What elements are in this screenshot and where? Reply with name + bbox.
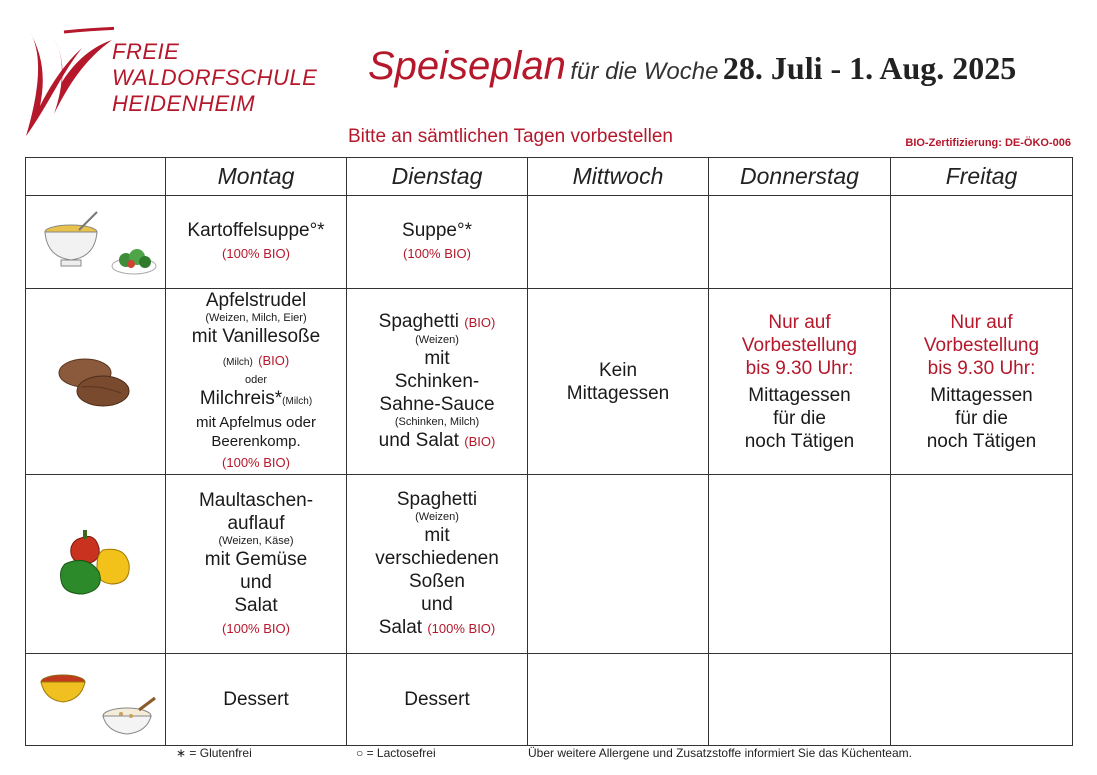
menu-table [25, 157, 1073, 746]
table-row-main-1 [26, 289, 1073, 475]
header-empty-cell [26, 158, 166, 196]
logo-line-2: WALDORFSCHULE [112, 65, 318, 90]
logo-line-1: FREIE [112, 39, 180, 64]
cell-mittwoch-main-1 [528, 289, 709, 475]
bio-label: (100% BIO) [222, 455, 290, 470]
cell-donnerstag-main-2 [709, 475, 891, 654]
dish-line: noch Tätigen [926, 430, 1037, 452]
table-row-dessert [26, 654, 1073, 746]
allergen-note: (Weizen, Milch, Eier) [205, 312, 307, 324]
dessert-bowls-icon [26, 654, 166, 746]
preorder-line: Vorbestellung [923, 334, 1040, 356]
dish-line: Milchreis* [199, 388, 283, 409]
dish-line: Spaghetti [378, 311, 459, 332]
header-day-donnerstag: Donnerstag [709, 158, 891, 196]
bio-label: (BIO) [258, 353, 290, 368]
cell-freitag-main-2 [891, 475, 1073, 654]
bio-certification: BIO-Zertifizierung: DE-ÖKO-006 [905, 137, 1071, 149]
bio-label: (100% BIO) [222, 620, 290, 636]
bio-label: (100% BIO) [403, 246, 471, 261]
cell-mittwoch-main-2 [528, 475, 709, 654]
cell-freitag-dessert [891, 654, 1073, 746]
allergen-note: (Milch) [222, 357, 253, 368]
cell-mittwoch-dessert [528, 654, 709, 746]
dish-line: mit Gemüse [204, 548, 308, 570]
allergen-note: (Milch) [282, 396, 313, 407]
bio-label: (100% BIO) [222, 246, 290, 261]
dish-line: und Salat [378, 430, 459, 451]
bio-label: (BIO) [464, 434, 496, 449]
dish-line: Salat [378, 617, 423, 638]
dish-line: für die [955, 407, 1008, 429]
header-day-montag: Montag [166, 158, 347, 196]
allergen-info-note: Über weitere Allergene und Zusatzstoffe informiert Sie das Küchenteam. [528, 746, 912, 760]
dish-line: und [421, 594, 453, 615]
allergen-note: (Weizen) [415, 511, 459, 523]
dish-line: und [240, 571, 272, 593]
dish-line: Beerenkomp. [211, 433, 301, 450]
preorder-line: Vorbestellung [741, 334, 858, 356]
dish-line: verschiedenen [375, 548, 499, 569]
logo-line-3: HEIDENHEIM [112, 91, 256, 116]
or-label: oder [244, 374, 268, 386]
dish-line: Maultaschen- [198, 489, 314, 511]
table-row-main-2 [26, 475, 1073, 654]
cell-montag-main-1 [166, 289, 347, 475]
cell-donnerstag-soup [709, 196, 891, 289]
dish-line: auflauf [227, 512, 285, 534]
cell-mittwoch-soup [528, 196, 709, 289]
no-lunch-line: Mittagessen [566, 382, 670, 404]
dish-name: Kartoffelsuppe°* [187, 220, 325, 241]
cell-montag-main-2 [166, 475, 347, 654]
header-day-dienstag: Dienstag [347, 158, 528, 196]
bio-label: (BIO) [464, 315, 496, 330]
dish-name: Suppe°* [402, 220, 472, 241]
title-main: Speiseplan [368, 44, 566, 88]
cell-dienstag-dessert: Dessert [347, 654, 528, 746]
preorder-line: bis 9.30 Uhr: [927, 357, 1036, 379]
dish-line: Schinken- [394, 371, 480, 392]
table-row-soup [26, 196, 1073, 289]
dish-line: Mittagessen [748, 384, 851, 406]
cell-freitag-soup [891, 196, 1073, 289]
dish-line: mit [424, 348, 450, 369]
preorder-line: Nur auf [950, 311, 1013, 333]
table-header-row [26, 158, 1073, 196]
cell-dienstag-main-2 [347, 475, 528, 654]
dish-line: mit [424, 525, 450, 546]
cell-dienstag-main-1 [347, 289, 528, 475]
dish-line: Soßen [409, 571, 465, 592]
cell-montag-soup [166, 196, 347, 289]
cell-donnerstag-main-1 [709, 289, 891, 475]
cell-montag-dessert: Dessert [166, 654, 347, 746]
page-title [368, 44, 1016, 89]
dish-line: mit Apfelmus oder [195, 414, 317, 431]
title-sub: für die Woche [570, 58, 719, 85]
preorder-line: Nur auf [768, 311, 831, 333]
dish-line: Salat [234, 594, 278, 616]
allergen-note: (Weizen, Käse) [218, 534, 294, 547]
dish-line: Apfelstrudel [205, 290, 307, 311]
header-day-freitag: Freitag [891, 158, 1073, 196]
logo-swoosh-icon [24, 26, 114, 138]
dish-line: Mittagessen [930, 384, 1033, 406]
lactose-free-legend: ○ = Lactosefrei [356, 746, 436, 760]
dish-line: Sahne-Sauce [379, 394, 495, 415]
bio-label: (100% BIO) [427, 621, 496, 636]
dish-line: für die [773, 407, 826, 429]
soup-tureen-and-salad-icon [26, 196, 166, 289]
no-lunch-line: Kein [598, 359, 638, 381]
bell-peppers-icon [26, 475, 166, 654]
school-logo [24, 26, 324, 138]
dish-line: noch Tätigen [744, 430, 855, 452]
dish-line: mit Vanillesoße [191, 326, 321, 347]
preorder-line: bis 9.30 Uhr: [745, 357, 854, 379]
preorder-notice: Bitte an sämtlichen Tagen vorbestellen [348, 126, 673, 147]
title-dates: 28. Juli - 1. Aug. 2025 [722, 50, 1017, 86]
header-day-mittwoch: Mittwoch [528, 158, 709, 196]
allergen-note: (Schinken, Milch) [394, 416, 480, 428]
dish-line: Spaghetti [396, 489, 478, 510]
cell-dienstag-soup [347, 196, 528, 289]
cell-donnerstag-dessert [709, 654, 891, 746]
allergen-note: (Weizen) [415, 334, 459, 346]
cell-freitag-main-1 [891, 289, 1073, 475]
gluten-free-legend: ∗ = Glutenfrei [176, 746, 252, 760]
meat-patties-icon [26, 289, 166, 475]
